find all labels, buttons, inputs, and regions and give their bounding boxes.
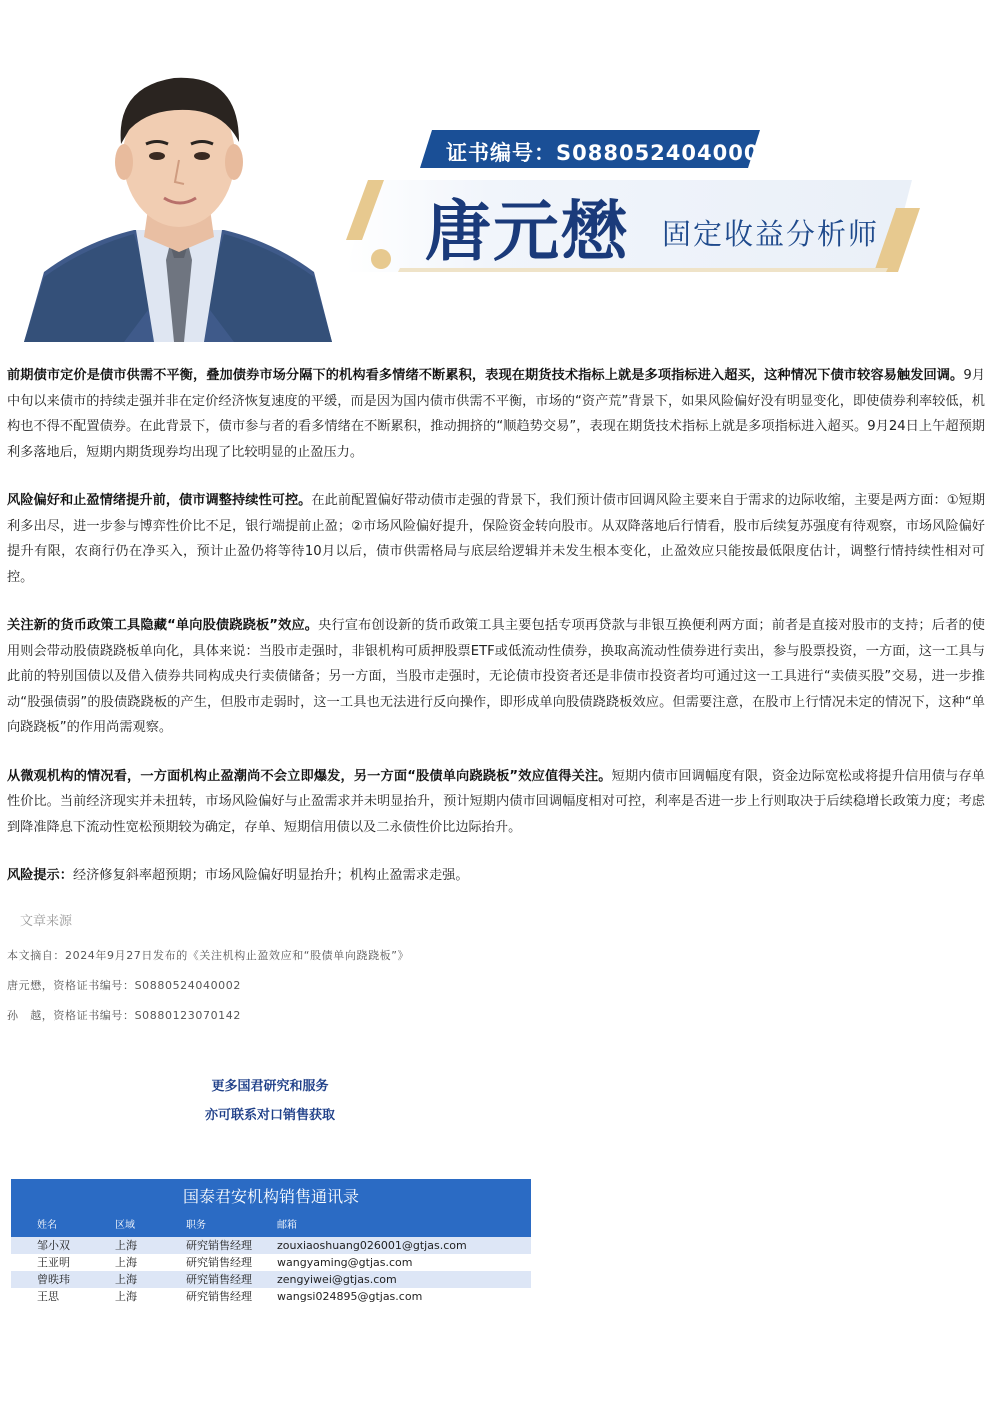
paragraph-2-lead: 风险偏好和止盈情绪提升前，债市调整持续性可控。 [7, 493, 312, 508]
contact-name: 曾昳玮 [37, 1273, 70, 1286]
risk-warning-body: 经济修复斜率超预期；市场风险偏好明显抬升；机构止盈需求走强。 [72, 868, 469, 883]
header-name: 姓名 [37, 1220, 57, 1231]
contact-name: 邹小双 [37, 1239, 70, 1252]
paragraph-2-body: 在此前配置偏好带动债市走强的背景下，我们预计债市回调风险主要来自于需求的边际收缩，主要是两方面：①短期利多出尽，进一步参与博弈性价比不足，银行端提前止盈；②市场风险偏好提升，保险资金转向股市。从双降落地后行情看，股市后续复苏强度有待观察，市场风险偏好提升有限，农商行仍在净买入，预计止盈仍将等待10月以后，债市供需格局与底层给逻辑并未发生根本变化，止盈效应只能按最低限度估计，调整行情持续性相对可控。 [7, 493, 986, 585]
header-position: 职务 [186, 1220, 206, 1231]
risk-warning [7, 863, 985, 889]
cta-line-2: 亦可联系对口销售获取 [204, 1108, 335, 1123]
source-label: 文章来源 [20, 914, 73, 929]
cta-line-1: 更多国君研究和服务 [211, 1079, 329, 1094]
table-title: 国泰君安机构销售通讯录 [11, 1179, 531, 1215]
paragraph-2 [7, 488, 985, 590]
contact-email: zengyiwei@gtjas.com [277, 1273, 397, 1286]
contact-position: 研究销售经理 [186, 1273, 252, 1286]
paragraph-1-body: 9月中旬以来债市的持续走强并非在定价经济恢复速度的平缓，而是因为国内债市供需不平衡，市场的“资产荒”背景下，如果风险偏好没有明显变化，即使债券利率较低，机构也不得不配置债券。在此背景下，债市参与者的看多情绪在不断累积，推动拥挤的“顺趋势交易”，表现在期货技术指标上就是多项指标进入超买。9月24日上午超预期利多落地后，短期内期货现券均出现了比较明显的止盈压力。 [7, 368, 986, 460]
analyst-name: 唐元懋 [425, 192, 629, 270]
contact-email: wangsi024895@gtjas.com [277, 1290, 423, 1303]
contact-name: 王亚明 [37, 1256, 70, 1269]
contact-position: 研究销售经理 [186, 1290, 252, 1303]
table-row [11, 1288, 531, 1305]
contact-email: zouxiaoshuang026001@gtjas.com [277, 1239, 467, 1252]
paragraph-3-body: 央行宣布创设新的货币政策工具主要包括专项再贷款与非银互换便利两方面；前者是直接对股市的支持；后者的使用则会带动股债跷跷板单向化，具体来说：当股市走强时，非银机构可质押股票ETF或低流动性债券，换取高流动性债券进行卖出，参与股票投资，一方面，这一工具与此前的特别国债以及借入债券共同构成央行卖债储备；另一方面，当股市走强时，无论债市投资者还是非债市投资者均可通过这一工具进行“卖债买股”交易，进一步推动“股强债弱”的股债跷跷板的产生，但股市走弱时，这一工具也无法进行反向操作，即形成单向股债跷跷板效应。但需要注意，在股市上行情况未定的情况下，这种“单向跷跷板”的作用尚需观察。 [7, 618, 985, 735]
sales-contacts-table [11, 1179, 531, 1303]
paragraph-4-lead: 从微观机构的情况看，一方面机构止盈潮尚不会立即爆发，另一方面“股债单向跷跷板”效应值得关注。 [7, 768, 612, 784]
analyst-portrait [24, 52, 334, 342]
decorative-dot [371, 249, 391, 269]
risk-warning-lead: 风险提示： [7, 868, 73, 883]
contact-email: wangyaming@gtjas.com [277, 1256, 413, 1269]
header-email: 邮箱 [277, 1220, 297, 1231]
paragraph-1-lead: 前期债市定价是债市供需不平衡，叠加债券市场分隔下的机构看多情绪不断累积，表现在期货技术指标上就是多项指标进入超买，这种情况下债市较容易触发回调。 [7, 368, 964, 383]
table-header [11, 1215, 531, 1237]
paragraph-4 [7, 764, 985, 841]
analyst-title: 固定收益分析师 [662, 217, 880, 251]
certificate-number: 证书编号：S0880524040002 [446, 141, 776, 165]
paragraph-1 [7, 363, 985, 465]
contact-region: 上海 [115, 1256, 137, 1269]
contact-region: 上海 [115, 1239, 137, 1252]
contact-region: 上海 [115, 1273, 137, 1286]
author-1: 唐元懋，资格证书编号：S0880524040002 [7, 979, 241, 992]
article-body [7, 363, 985, 912]
paragraph-3 [7, 613, 985, 741]
author-2: 孙 越，资格证书编号：S0880123070142 [7, 1009, 241, 1022]
paragraph-4-body: 短期内债市回调幅度有限，资金边际宽松或将提升信用债与存单性价比。当前经济现实并未扭转，市场风险偏好与止盈需求并未明显抬升，预计短期内债市回调幅度相对可控，利率是否进一步上行则取决于后续稳增长政策力度；考虑到降准降息下流动性宽松预期较为确定，存单、短期信用债以及二永债性价比边际抬升。 [7, 768, 985, 835]
analyst-banner [0, 0, 992, 345]
contact-name: 王思 [37, 1290, 59, 1303]
source-excerpt: 本文摘自：2024年9月27日发布的《关注机构止盈效应和“股债单向跷跷板”》 [7, 949, 410, 962]
contact-position: 研究销售经理 [186, 1256, 252, 1269]
paragraph-3-lead: 关注新的货币政策工具隐藏“单向股债跷跷板”效应。 [7, 618, 319, 633]
table-row [11, 1237, 531, 1254]
header-region: 区域 [115, 1220, 135, 1231]
contact-position: 研究销售经理 [186, 1239, 252, 1252]
table-row [11, 1254, 531, 1271]
table-row [11, 1271, 531, 1288]
contact-region: 上海 [115, 1290, 137, 1303]
